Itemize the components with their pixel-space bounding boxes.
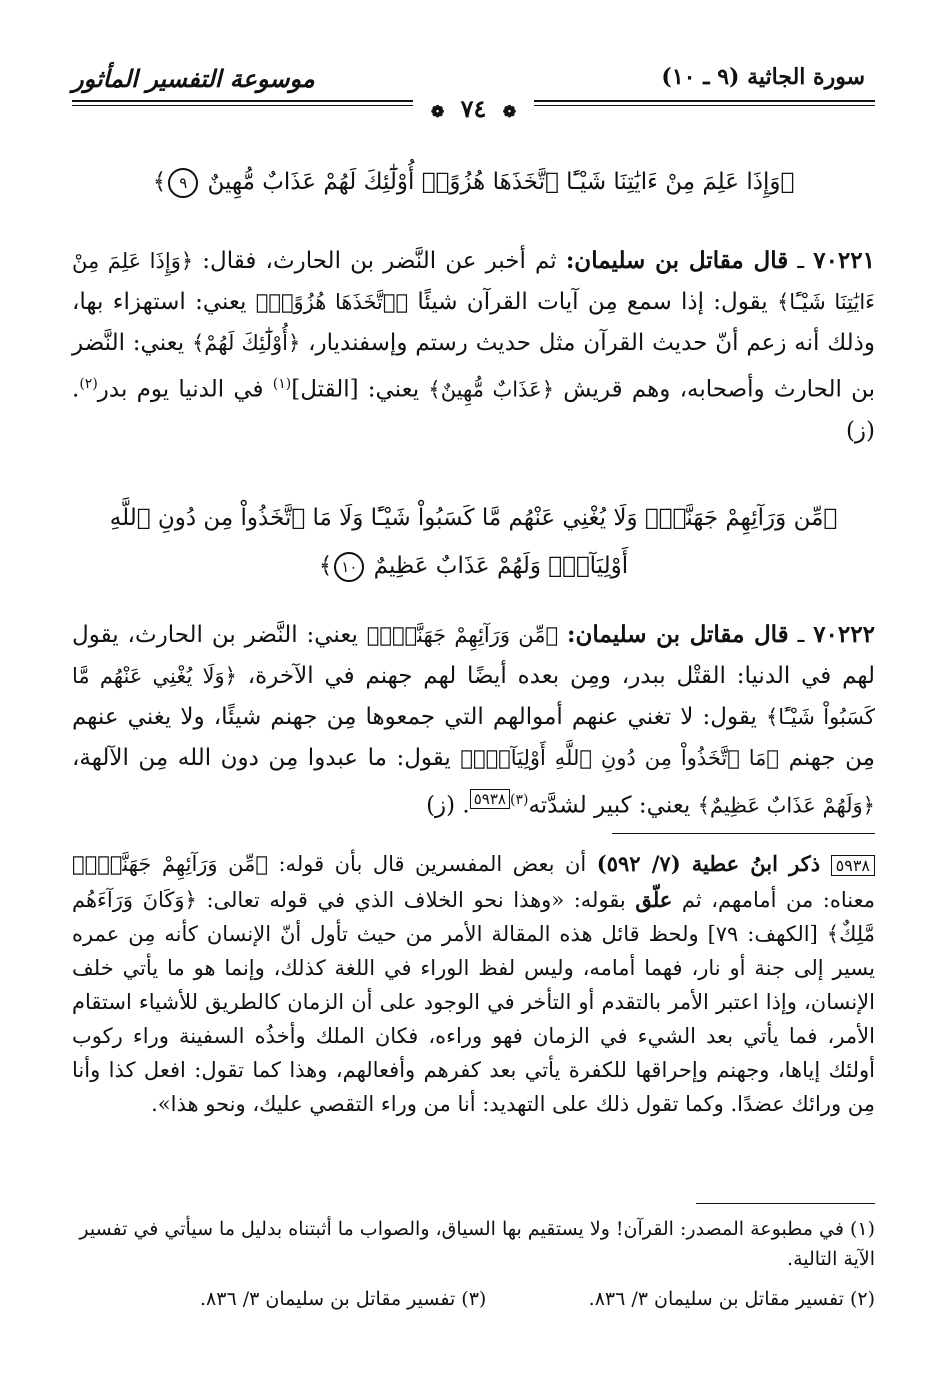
commentary-author: ذكر ابنُ عطية (٧/ ٥٩٢)	[596, 851, 821, 876]
source-code: . (ز)	[426, 792, 470, 819]
entry-text: يعني: النَّضر بن الحارث، يقول لهم في الدنيا: القتْل ببدر، ومِن بعده أيضًا لهم جهنم في الآخرة،	[72, 622, 875, 689]
quran-quote: ﴿مَا ٱتَّخَذُواْ مِن دُونِ ٱللَّهِ أَوْلِيَآءَۖ﴾	[460, 746, 780, 770]
commentary-author-action: علّق	[635, 887, 673, 912]
ornament-icon: ❁	[502, 102, 517, 121]
commentary-rule	[612, 833, 875, 834]
entry-text: يقول: لا تغني عنهم أموالهم التي جمعوها مِن جهنم شيئًا، ولا يغني عنهم مِن جهنم	[72, 704, 875, 771]
entry-author: قال مقاتل بن سليمان:	[567, 621, 789, 648]
ayah-number-badge: ١٠	[334, 552, 364, 582]
ayah-number-badge: ٩	[168, 168, 198, 198]
entry-text: يقول: إذا سمع مِن آيات القرآن شيئًا	[417, 289, 768, 315]
footnote-3: (٣) تفسير مقاتل بن سليمان ٣/ ٨٣٦.	[200, 1288, 487, 1310]
footnote-2: (٢) تفسير مقاتل بن سليمان ٣/ ٨٣٦.	[588, 1288, 875, 1310]
surah-title: سورة الجاثية (٩ ـ ١٠)	[661, 64, 865, 90]
footnote-1: (١) في مطبوعة المصدر: القرآن! ولا يستقيم بها السياق، والصواب ما أثبتناه بدليل ما سيأتي في تفسير الآية التالية.	[79, 1218, 875, 1270]
book-title: موسوعة التفسير المأثور	[72, 64, 315, 93]
commentary-text: معناه: من أمامهم، ثم	[681, 888, 875, 912]
verse-block-10: ﴿مِّن وَرَآئِهِمْ جَهَنَّمُۖ وَلَا يُغْنِي عَنْهُم مَّا كَسَبُواْ شَيْـًٔا وَلَا مَا ٱتَّخَذُواْ مِن دُونِ ٱللَّهِ أَوْلِيَآءَۖ وَلَهُمْ عَذَابٌ عَظِيمٌ ١٠﴾	[90, 494, 857, 590]
quran-quote: ﴿وَكَانَ وَرَآءَهُم مَّلِكٌ﴾	[72, 888, 875, 946]
commentary-ref-box[interactable]: ٥٩٣٨	[470, 789, 510, 809]
commentary-text: [الكهف: ٧٩] ولحظ قائل هذه المقالة الأمر من حيث تأول أنّ الإنسان كأنه مِن عمره يسير إلى جنة أو نار، فهما أمامه، وليس لفظ الوراء في اللغة كذلك، وإنما هو ما يأتي خلف الإنسان، وإذا اعتبر الأمر بالتقدم أو التأخر في الوجود على أن الزمان كالطريق للأشياء استقام الأمر، فما يأتي بعد الشيء في الزمان فهو وراءه، فكان الملك وأخذُه السفينة وراء ركوب أولئك إياها، وجهنم وإحراقها للكفرة يأتي بعد كفرهم وأفعالهم، وهذا كما تقول: افعل كذا وأنا مِن ورائك عضدًا. وكما تقول ذلك على التهديد: أنا من وراء التقصي عليك، ونحو هذا».	[72, 922, 875, 1116]
quran-quote: ﴿ٱتَّخَذَهَا هُزُوًاۚ﴾	[255, 290, 409, 314]
footnote-ref[interactable]: (٣)	[509, 792, 529, 808]
quran-quote: ﴿وَلَهُمْ عَذَابٌ عَظِيمٌ﴾	[697, 793, 875, 818]
footnote-ref[interactable]: (٢)	[79, 376, 98, 392]
entry-text: في الدنيا يوم بدر	[97, 376, 264, 403]
verse-text: ﴿مِّن وَرَآئِهِمْ جَهَنَّمُۖ وَلَا يُغْنِي عَنْهُم مَّا كَسَبُواْ شَيْـًٔا وَلَا مَا ٱتَّخَذُواْ مِن دُونِ ٱللَّهِ أَوْلِيَآءَۖ وَلَهُمْ عَذَابٌ عَظِيمٌ	[109, 505, 838, 579]
entry-text: ثم أخبر عن النَّضر بن الحارث، فقال:	[202, 248, 557, 274]
entry-text: يعني: استهزاء بها، وذلك أنه زعم أنّ حديث القرآن مثل حديث رستم وإسفنديار،	[72, 289, 875, 356]
quran-quote: ﴿وَلَا يُغْنِي عَنْهُم مَّا كَسَبُواْ شَيْـًٔا﴾	[72, 664, 876, 729]
entry-text: يعني: كبير لشدَّته	[528, 792, 691, 819]
commentary-text: أن بعض المفسرين قال بأن قوله:	[278, 852, 587, 876]
tafsir-entry-70221: ٧٠٢٢١ ـ قال مقاتل بن سليمان: ثم أخبر عن النَّضر بن الحارث، فقال: ﴿وَإِذَا عَلِمَ مِنْ ءَايَٰتِنَا شَيْـًٔا﴾ يقول: إذا سمع مِن آيات القرآن شيئًا ﴿ٱتَّخَذَهَا هُزُوًاۚ﴾ يعني: استهزاء بها، وذلك أنه زعم أنّ حديث القرآن مثل حديث رستم وإسفنديار، ﴿أُوْلَٰٓئِكَ لَهُمْ﴾ يعني: النَّضر بن الحارث وأصحابه، وهم قريش ﴿عَذَابٌ مُّهِينٌ﴾ يعني: [القتل]$^{(١)}$ في الدنيا يوم بدر$^{(٢)}$. (ز)	[72, 247, 876, 444]
entry-author: قال مقاتل بن سليمان:	[565, 247, 789, 274]
quran-quote: ﴿أُوْلَٰٓئِكَ لَهُمْ﴾	[191, 331, 301, 355]
quran-quote: ﴿مِّن وَرَآئِهِمْ جَهَنَّمُۖ﴾	[366, 623, 559, 647]
quran-quote: ﴿عَذَابٌ مُّهِينٌ﴾	[428, 377, 554, 402]
source-code: . (ز)	[72, 376, 875, 444]
commentary-text: بقوله: «وهذا نحو الخلاف الذي في قوله تعالى:	[206, 888, 626, 912]
commentary-number-box: ٥٩٣٨	[831, 855, 875, 876]
footnote-rule	[696, 1203, 875, 1204]
ornament-icon: ❁	[430, 102, 445, 121]
footnote-ref[interactable]: (١)	[272, 376, 292, 392]
entry-text: يعني: النَّضر بن الحارث وأصحابه، وهم قريش	[72, 330, 876, 403]
entry-number: ٧٠٢٢٢	[813, 621, 875, 648]
entry-number: ٧٠٢٢١	[813, 247, 875, 274]
page-number: ٧٤	[460, 94, 487, 123]
entry-text: يقول: ما عبدوا مِن دون الله مِن الآلهة،	[72, 745, 451, 771]
verse-block-9: ﴿وَإِذَا عَلِمَ مِنْ ءَايَٰتِنَا شَيْـًٔا ٱتَّخَذَهَا هُزُوًاۚ أُوْلَٰٓئِكَ لَهُمْ عَذَابٌ مُّهِينٌ ٩﴾	[90, 158, 857, 206]
tafsir-entry-70222: ٧٠٢٢٢ ـ قال مقاتل بن سليمان: ﴿مِّن وَرَآئِهِمْ جَهَنَّمُۖ﴾ يعني: النَّضر بن الحارث، يقول لهم في الدنيا: القتْل ببدر، ومِن بعده أيضًا لهم جهنم في الآخرة، ﴿وَلَا يُغْنِي عَنْهُم مَّا كَسَبُواْ شَيْـًٔا﴾ يقول: لا تغني عنهم أموالهم التي جمعوها مِن جهنم شيئًا، ولا يغني عنهم مِن جهنم ﴿مَا ٱتَّخَذُواْ مِن دُونِ ٱللَّهِ أَوْلِيَآءَۖ﴾ يقول: ما عبدوا مِن دون الله مِن الآلهة، ﴿وَلَهُمْ عَذَابٌ عَظِيمٌ﴾ يعني: كبير لشدَّته$^{(٣)٥٩٣٨}$. (ز)	[72, 621, 876, 819]
entry-text: يعني: [القتل]	[291, 376, 420, 403]
quran-quote: ﴿مِّن وَرَآئِهِمْ جَهَنَّمُۖ﴾	[72, 852, 268, 876]
running-header	[72, 56, 875, 126]
quran-quote: ﴿وَإِذَا عَلِمَ مِنْ ءَايَٰتِنَا شَيْـًٔا﴾	[72, 249, 876, 314]
verse-text: ﴿وَإِذَا عَلِمَ مِنْ ءَايَٰتِنَا شَيْـًٔا ٱتَّخَذَهَا هُزُوًاۚ أُوْلَٰٓئِكَ لَهُمْ عَذَابٌ مُّهِينٌ	[207, 169, 795, 195]
commentary-note	[72, 847, 875, 1121]
